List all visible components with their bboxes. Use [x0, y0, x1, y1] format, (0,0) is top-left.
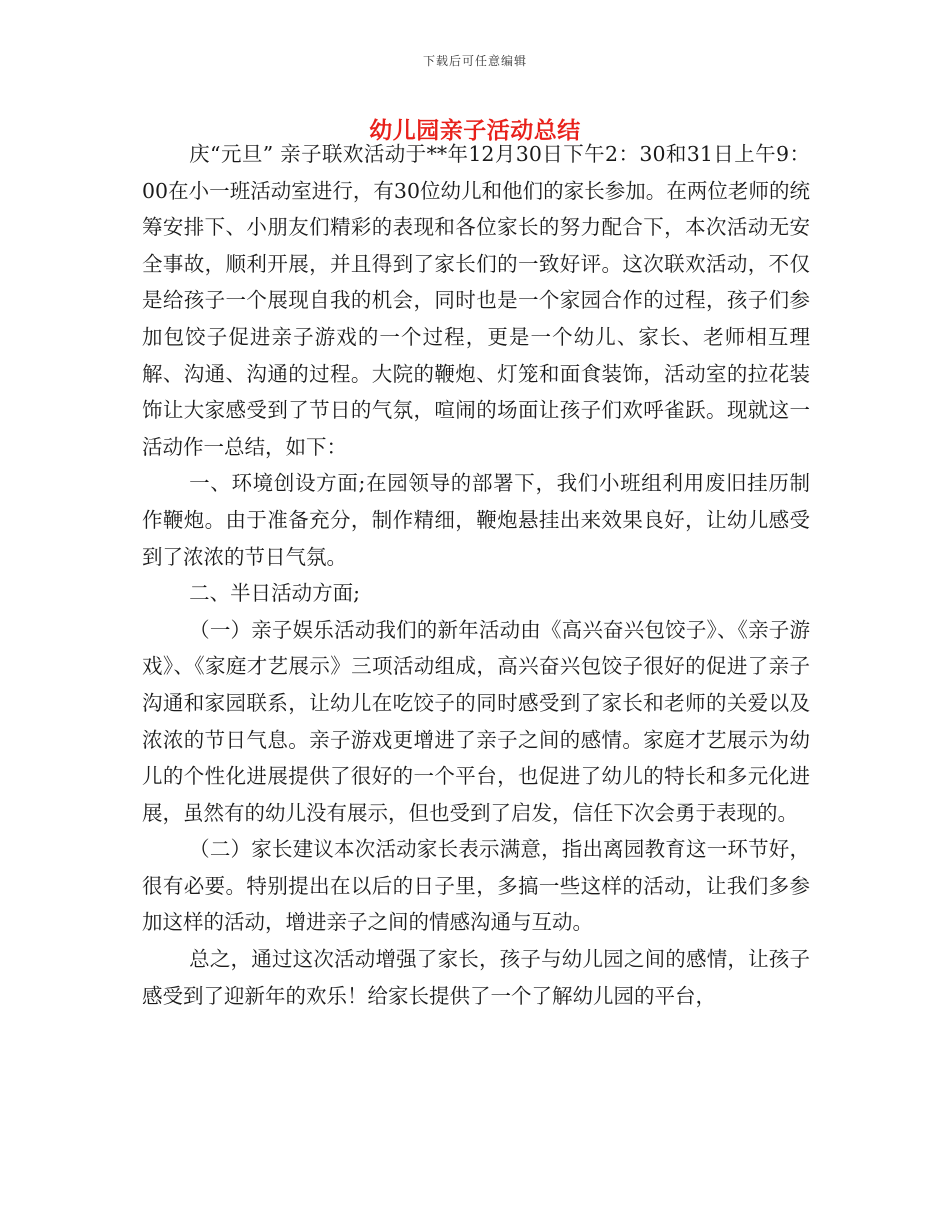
document-body	[142, 136, 810, 1014]
paragraph-conclusion: 总之，通过这次活动增强了家长，孩子与幼儿园之间的感情，让孩子感受到了迎新年的欢乐！给家长提供了一个了解幼儿园的平台，	[142, 947, 810, 1008]
header-note: 下载后可任意编辑	[422, 54, 527, 68]
paragraph-parent-suggestions: （二）家长建议本次活动家长表示满意，指出离园教育这一环节好，很有必要。特别提出在以后的日子里，多搞一些这样的活动，让我们多参加这样的活动，增进亲子之间的情感沟通与互动。	[142, 837, 810, 935]
paragraph-intro: 庆“元旦” 亲子联欢活动于**年12月30日下午2：30和31日上午9：00在小一班活动室进行，有30位幼儿和他们的家长参加。在两位老师的统筹安排下、小朋友们精彩的表现和各位家长的努力配合下，本次活动无安全事故，顺利开展，并且得到了家长们的一致好评。这次联欢活动，不仅是给孩子一个展现自我的机会，同时也是一个家园合作的过程，孩子们参加包饺子促进亲子游戏的一个过程，更是一个幼儿、家长、老师相互理解、沟通、沟通的过程。大院的鞭炮、灯笼和面食装饰，活动室的拉花装饰让大家感受到了节日的气氛，喧闹的场面让孩子们欢呼雀跃。现就这一活动作一总结，如下：	[142, 142, 810, 459]
paragraph-parent-child-activities: （一）亲子娱乐活动我们的新年活动由《高兴奋兴包饺子》、《亲子游戏》、《家庭才艺展示》三项活动组成，高兴奋兴包饺子很好的促进了亲子沟通和家园联系，让幼儿在吃饺子的同时感受到了家长和老师的关爱以及浓浓的节日气息。亲子游戏更增进了亲子之间的感情。家庭才艺展示为幼儿的个性化进展提供了很好的一个平台，也促进了幼儿的特长和多元化进展，虽然有的幼儿没有展示，但也受到了启发，信任下次会勇于表现的。	[142, 617, 810, 825]
paragraph-environment: 一、环境创设方面;在园领导的部署下，我们小班组利用废旧挂历制作鞭炮。由于准备充分，制作精细，鞭炮悬挂出来效果良好，让幼儿感受到了浓浓的节日气氛。	[142, 471, 810, 569]
document-title: 幼儿园亲子活动总结	[369, 118, 581, 144]
paragraph-half-day-heading: 二、半日活动方面;	[189, 581, 361, 606]
